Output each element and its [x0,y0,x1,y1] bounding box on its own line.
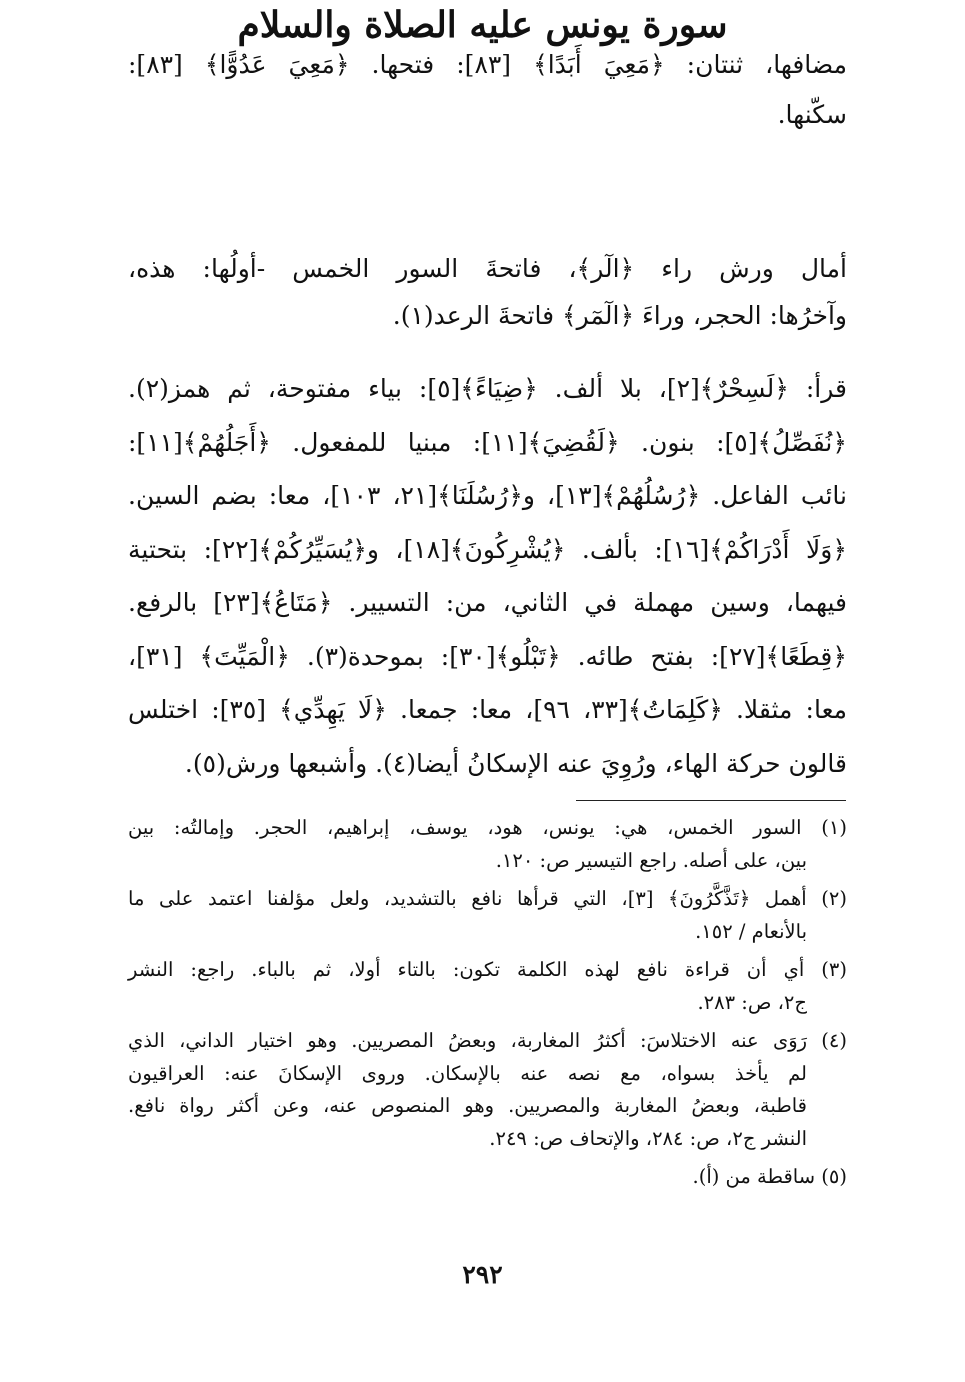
text-line: أمال ورش راء ﴿الٓر﴾، فاتحةَ السور الخمس -أولُها: هذه، [128,254,847,283]
text-line: سكّنها. [777,100,847,129]
footnote-1 [128,812,847,877]
footnote-2 [128,883,847,948]
page-number: ٢٩٢ [462,1260,503,1289]
text-line: معا: مثقلا. ﴿كَلِمَاتُ﴾[٣٣، ٩٦]، معا: جمعا. ﴿لَا يَهِدِّي﴾ [٣٥]: اختلس [128,695,848,724]
surah-heading: سورة يونس عليه الصلاة والسلام [237,4,728,46]
footnote-line: (٤) رَوَى عنه الاختلاسَ: أكثرُ المغاربة، وبعضُ المصريين. وهو اختيار الداني، الذي [128,1029,847,1052]
footnote-line: (٥) ساقطة من (أ). [692,1165,847,1188]
footnote-line: بالأنعام / ١٥٢. [695,919,807,943]
text-line: فيهما، وسين مهملة في الثاني، من: التسيير. ﴿مَتَاعُ﴾[٢٣] بالرفع. [128,588,848,617]
footnote-line: قاطبة، وبعضُ المغاربة والمصريين. وهو المنصوص عنه، وعن أكثر رواة نافع. [128,1094,807,1117]
text-line: ﴿وَلَا أَدْرَاكُمْ﴾[١٦]: بألف. ﴿يُشْرِكُونَ﴾[١٨]، و﴿يُسَيِّرُكُمْ﴾[٢٢]: بتحتية [128,534,847,564]
footnote-separator [576,800,846,801]
text-line: قالون حركة الهاء، ورُوِيَ عنه الإسكانُ أيضا(٤). وأشبعها ورش(٥). [184,748,847,778]
footnote-line: النشر ج٢، ص: ٢٨٤، والإتحاف ص: ٢٤٩. [489,1126,807,1150]
readings-paragraph [128,362,847,790]
footnote-line: (٢) أهمل ﴿تَذَّكَّرُونَ﴾ [٣]، التي قرأها نافع بالتشديد، ولعل مؤلفنا اعتمد على ما [128,887,847,910]
footnote-line: لم يأخذ بسواه، مع نصه عنه بالإسكان. وروى الإسكانَ عنه: العراقيون [128,1061,807,1085]
footnote-line: ج٢، ص: ٢٨٣. [697,990,807,1014]
footnote-line: (٣) أي أن قراءة نافع لهذه الكلمة تكون: بالتاء أولا، ثم بالباء. راجع: النشر [128,958,847,981]
footnote-4 [128,1025,847,1155]
footnote-3 [128,954,847,1019]
text-line: قرأ: ﴿لَسِحْرٌ﴾[٢]، بلا ألف. ﴿ضِيَاءً﴾[٥]: بياء مفتوحة، ثم همز(٢). [128,374,847,403]
footnotes [128,812,847,1200]
text-line: مضافها، ثنتان: ﴿مَعِيَ أَبَدًا﴾ [٨٣]: فتحها. ﴿مَعِيَ عَدُوًّا﴾ [٨٣]: [128,50,847,79]
text-line: ﴿قِطَعًا﴾[٢٧]: بفتح طائه. ﴿تَبْلُو﴾[٣٠]: بموحدة(٣). ﴿الْمَيِّتَ﴾ [٣١]، [128,641,847,671]
imalah-paragraph [128,245,847,339]
text-line: ﴿نُفَصِّلُ﴾[٥]: بنون. ﴿لَقُضِيَ﴾[١١]: مبنيا للمفعول. ﴿أَجَلُهُمْ﴾[١١]: [128,427,848,457]
text-line: نائب الفاعل. ﴿رُسُلُهُمْ﴾[١٣]، و﴿رُسُلَنَا﴾[٢١، ١٠٣]، معا: بضم السين. [128,481,848,510]
intro-paragraph [128,40,847,140]
footnote-5 [128,1161,847,1194]
footnote-line: (١) السور الخمس، هي: يونس، هود، يوسف، إبراهيم، الحجر. وإمالتُه: بين [128,816,847,839]
text-line: وآخرُها: الحجر، وراءَ ﴿الٓمٓر﴾ فاتحةَ الرعد(١). [392,301,847,330]
footnote-line: بين، على أصله. راجع التيسير ص: ١٢٠. [495,848,807,872]
